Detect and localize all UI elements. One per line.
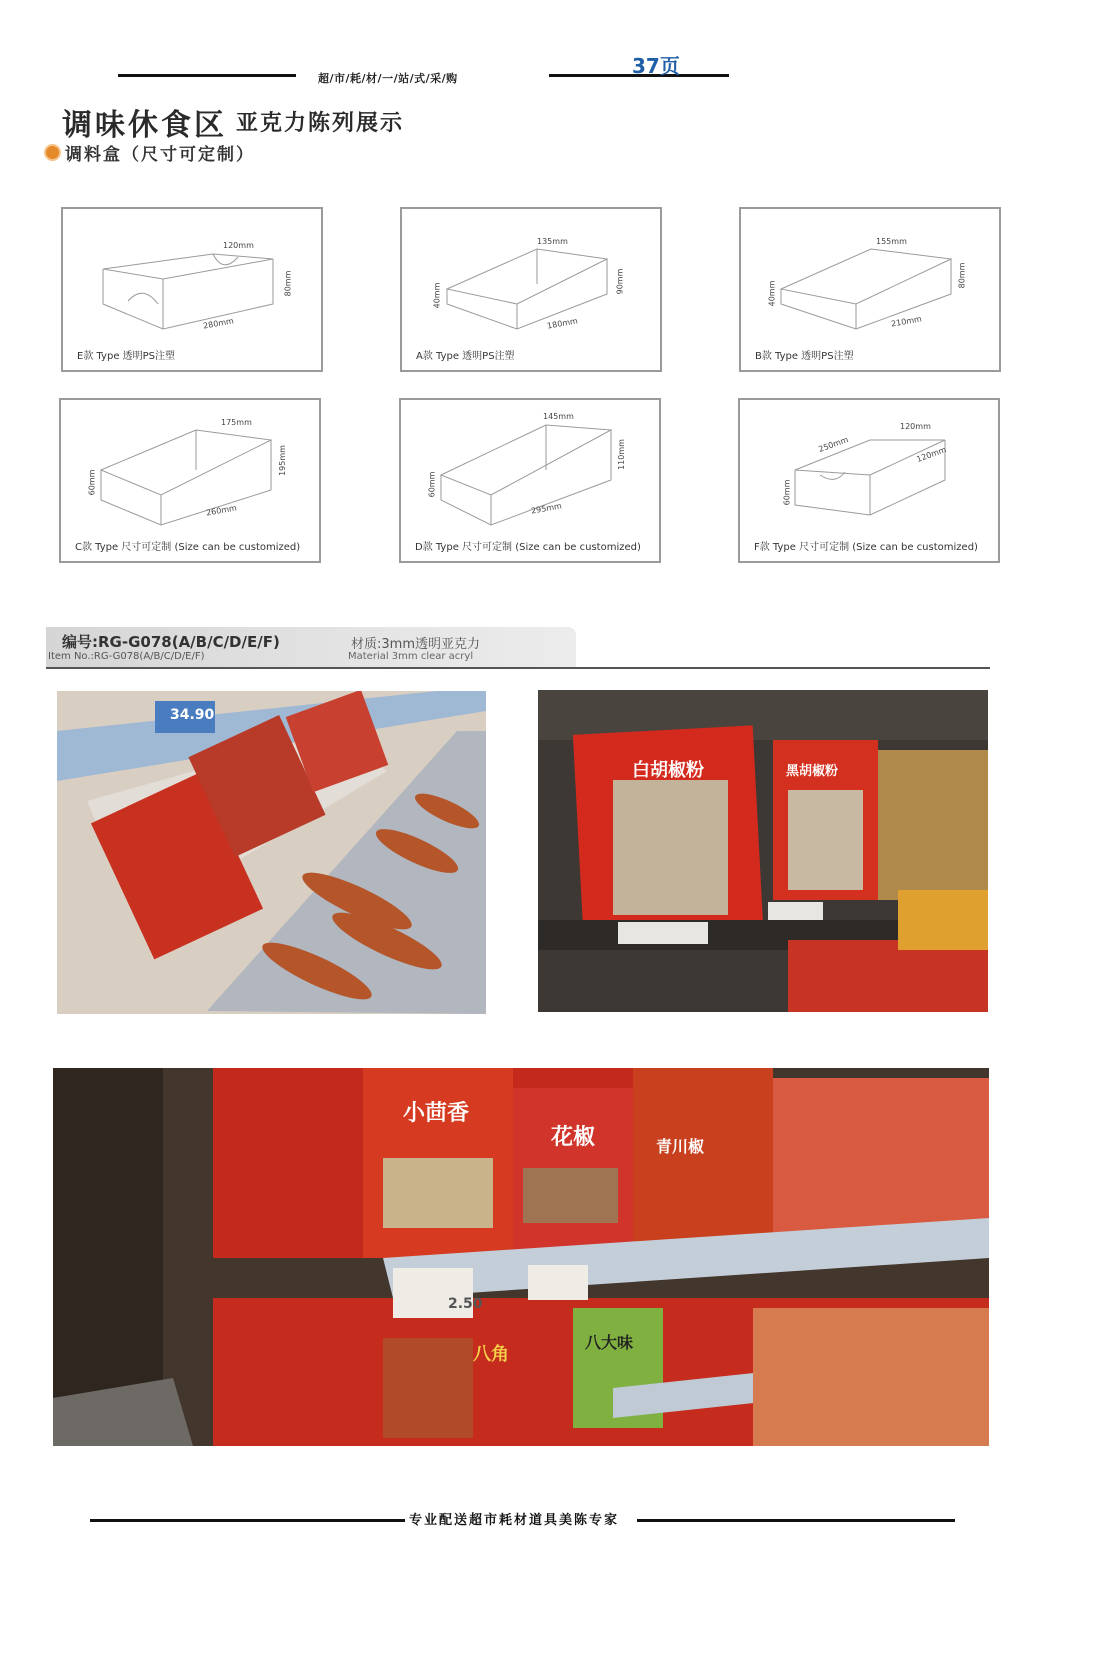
item-rule	[46, 667, 990, 669]
dim-label: 40mm	[767, 280, 777, 307]
header-tagline: 超/市/耗/材/一/站/式/采/购	[318, 72, 458, 85]
bullet-icon	[44, 144, 61, 161]
diagram-caption: C款 Type 尺寸可定制 (Size can be customized)	[75, 542, 301, 553]
dim-label: 145mm	[543, 412, 574, 421]
diagram-a	[400, 207, 662, 372]
dim-label: 60mm	[87, 469, 97, 496]
dim-label: 195mm	[277, 445, 287, 476]
dim-label: 60mm	[427, 471, 437, 498]
product-label: 八角	[473, 1344, 509, 1365]
diagram-f	[738, 398, 1000, 563]
item-number-cn: 编号:RG-G078(A/B/C/D/E/F)	[62, 633, 280, 651]
price-tag: 2.50	[448, 1296, 483, 1312]
material-cn: 材质:3mm透明亚克力	[351, 637, 480, 652]
page-number: 37页	[632, 54, 680, 78]
dim-label: 80mm	[957, 262, 967, 289]
material-en: Material 3mm clear acryl	[348, 651, 474, 662]
section-label: 调料盒（尺寸可定制）	[65, 145, 255, 165]
diagram-c	[59, 398, 321, 563]
item-number-en: Item No.:RG-G078(A/B/C/D/E/F)	[48, 651, 205, 662]
dim-label: 135mm	[537, 237, 568, 246]
diagram-caption: A款 Type 透明PS注塑	[416, 351, 515, 362]
photo-pepper-display	[538, 690, 988, 1012]
product-label: 青川椒	[656, 1137, 705, 1156]
dim-label: 210mm	[890, 314, 923, 329]
page-subtitle: 亚克力陈列展示	[236, 111, 405, 136]
product-label: 黑胡椒粉	[786, 764, 839, 779]
product-label: 小茴香	[403, 1101, 470, 1126]
diagram-caption: F款 Type 尺寸可定制 (Size can be customized)	[754, 542, 978, 553]
dim-label: 280mm	[202, 316, 235, 331]
dim-label: 260mm	[205, 503, 238, 518]
dim-label: 175mm	[221, 418, 252, 427]
page-title: 调味休食区	[62, 108, 227, 143]
photo-spice-shelf	[53, 1068, 989, 1446]
photo-sausage-display	[57, 691, 486, 1014]
diagram-caption: E款 Type 透明PS注塑	[77, 351, 176, 362]
product-label: 白胡椒粉	[632, 760, 704, 781]
section-heading	[44, 140, 255, 165]
dim-label: 180mm	[546, 316, 579, 331]
footer-text: 专业配送超市耗材道具美陈专家	[409, 1513, 620, 1528]
dim-label: 120mm	[900, 422, 931, 431]
product-label: 花椒	[551, 1125, 596, 1150]
dim-label: 250mm	[817, 434, 850, 455]
dim-label: 60mm	[782, 479, 792, 506]
footer-rule-left	[90, 1519, 405, 1522]
dim-label: 155mm	[876, 237, 907, 246]
dim-label: 80mm	[283, 270, 293, 297]
dim-label: 90mm	[615, 268, 625, 295]
item-info-bar	[46, 627, 576, 667]
header-rule-left	[118, 74, 296, 77]
diagram-b	[739, 207, 1001, 372]
product-label: 八大味	[585, 1333, 634, 1352]
dim-label: 120mm	[915, 444, 948, 465]
dim-label: 295mm	[530, 501, 563, 516]
diagram-caption: D款 Type 尺寸可定制 (Size can be customized)	[415, 542, 641, 553]
dim-label: 40mm	[432, 282, 442, 309]
price-tag: 34.90	[170, 707, 215, 723]
diagram-e	[61, 207, 323, 372]
dim-label: 110mm	[616, 439, 626, 470]
footer-rule-right	[637, 1519, 955, 1522]
dim-label: 120mm	[223, 241, 254, 250]
diagram-d	[399, 398, 661, 563]
diagram-caption: B款 Type 透明PS注塑	[755, 351, 854, 362]
